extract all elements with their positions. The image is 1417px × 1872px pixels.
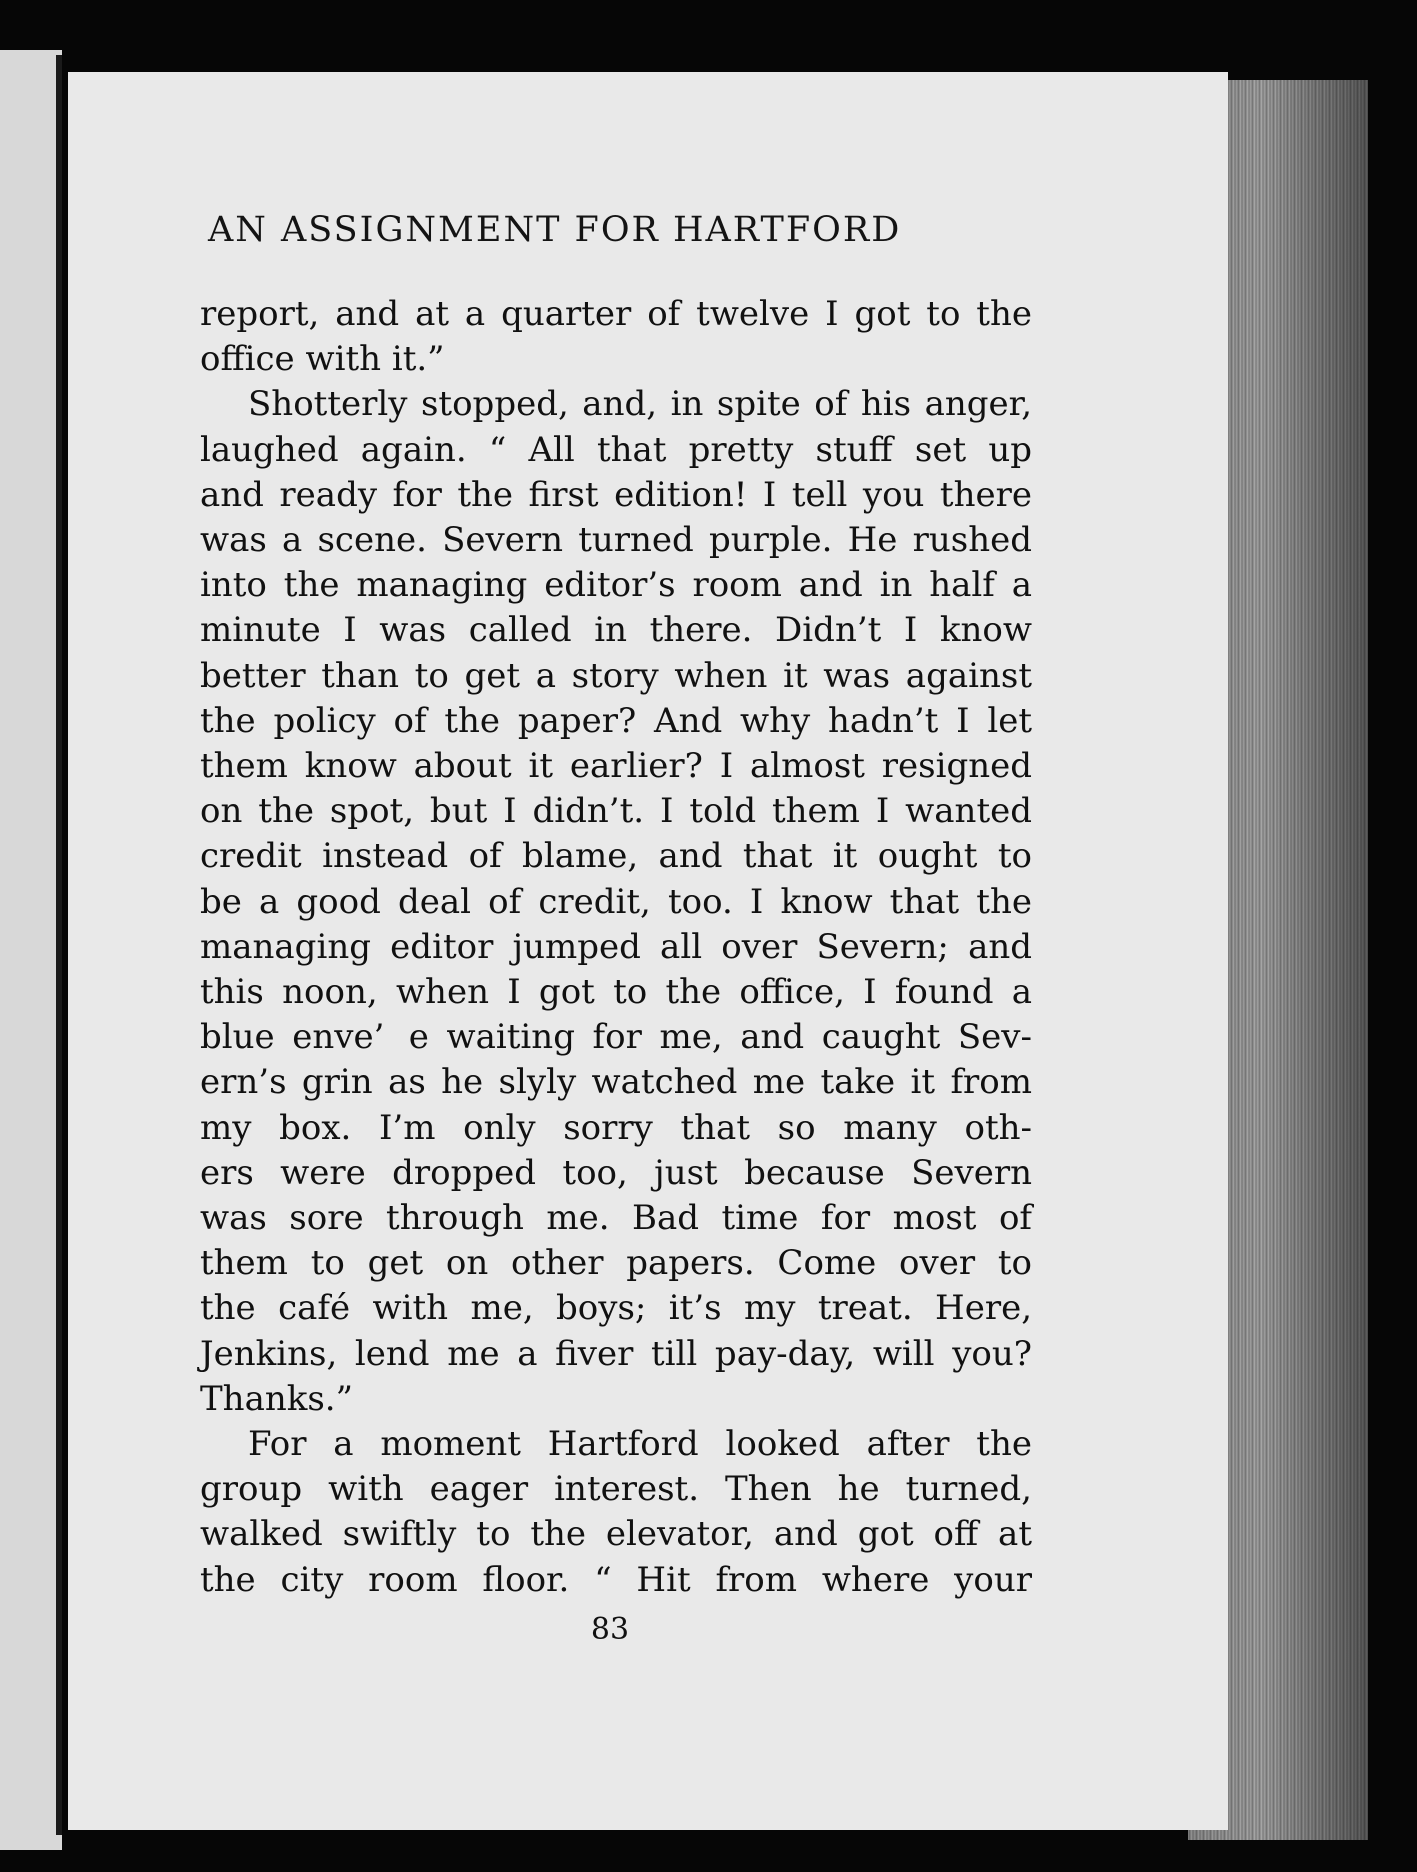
text-line: report, and at a quarter of twelve I got to the <box>200 294 1032 334</box>
text-line: and ready for the first edition! I tell you there <box>200 474 1032 515</box>
text-line: Jenkins, lend me a fiver till pay-day, will you? <box>200 1333 1032 1374</box>
text-line: better than to get a story when it was against <box>200 655 1032 696</box>
text-line: ers were dropped too, just because Severn <box>200 1152 1032 1193</box>
text-line: my box. I’m only sorry that so many oth- <box>200 1107 1032 1148</box>
text-line: into the managing editor’s room and in half a <box>200 565 1032 606</box>
text-line: the policy of the paper? And why hadn’t I let <box>200 700 1032 741</box>
text-line: group with eager interest. Then he turned, <box>200 1469 1032 1510</box>
text-line: the city room floor. “ Hit from where your <box>200 1559 1032 1600</box>
text-line: For a moment Hartford looked after the <box>248 1424 1032 1465</box>
text-line: them know about it earlier? I almost resigned <box>200 746 1032 787</box>
running-head: AN ASSIGNMENT FOR HARTFORD <box>208 210 902 250</box>
text-line: this noon, when I got to the office, I found a <box>200 972 1032 1013</box>
page-number: 83 <box>590 1612 630 1647</box>
text-line: ern’s grin as he slyly watched me take it from <box>200 1062 1032 1103</box>
text-line: blue enve’ e waiting for me, and caught Sev- <box>200 1017 1032 1058</box>
text-line: be a good deal of credit, too. I know that the <box>200 881 1032 922</box>
text-line: was sore through me. Bad time for most of <box>200 1198 1032 1239</box>
left-page-edge <box>0 50 62 1850</box>
text-line: Thanks.” <box>200 1378 353 1419</box>
gutter-shadow <box>56 55 62 1835</box>
text-line: credit instead of blame, and that it ought to <box>200 836 1032 877</box>
body-text <box>200 292 1032 1603</box>
text-line: was a scene. Severn turned purple. He rushed <box>200 520 1032 561</box>
text-line: Shotterly stopped, and, in spite of his anger, <box>248 384 1032 425</box>
text-line: managing editor jumped all over Severn; and <box>200 926 1032 967</box>
text-line: walked swiftly to the elevator, and got off at <box>200 1514 1032 1555</box>
text-line: on the spot, but I didn’t. I told them I wanted <box>200 791 1032 832</box>
text-line: the café with me, boys; it’s my treat. Here, <box>200 1288 1032 1329</box>
text-line: laughed again. “ All that pretty stuff set up <box>200 429 1032 470</box>
text-line: minute I was called in there. Didn’t I know <box>200 610 1032 651</box>
text-line: office with it.” <box>200 339 445 380</box>
text-line: them to get on other papers. Come over to <box>200 1243 1032 1284</box>
